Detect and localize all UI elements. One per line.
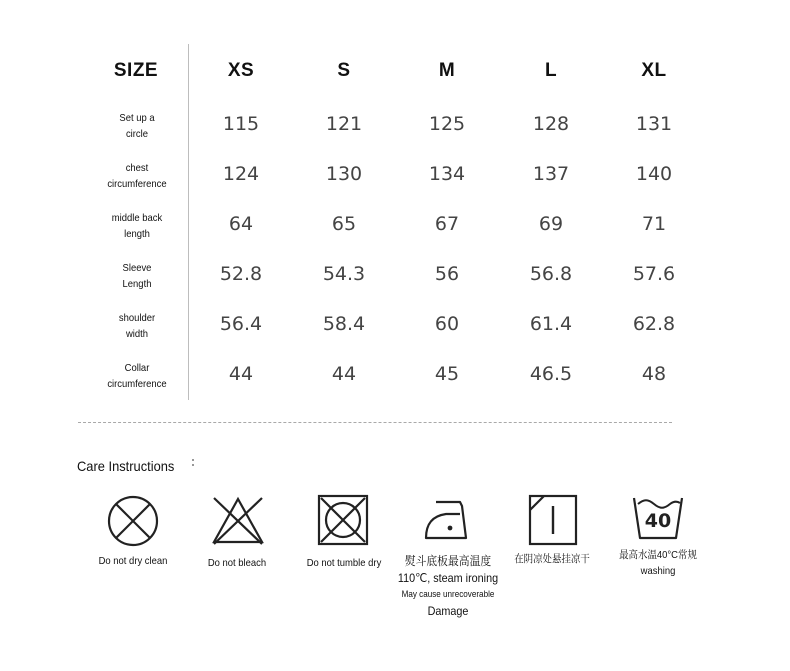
do-not-bleach-icon: [210, 494, 266, 548]
iron-low-temperature-icon: [422, 492, 476, 546]
size-value-cell: 67: [434, 213, 460, 235]
size-value-cell: 46.5: [529, 363, 573, 385]
row-label: Sleeve Length: [122, 262, 152, 290]
row-label: Set up a circle: [119, 112, 155, 140]
wash-40-icon: [632, 494, 684, 542]
caption-do-not-bleach: Do not bleach: [207, 557, 267, 569]
size-value-cell: 128: [532, 113, 570, 135]
size-value-cell: 134: [428, 163, 466, 185]
size-value-cell: 48: [641, 363, 667, 385]
size-value-cell: 65: [331, 213, 357, 235]
row-label: middle back length: [111, 212, 163, 240]
row-label: chest circumference: [107, 162, 167, 190]
size-value-cell: 115: [222, 113, 260, 135]
line-dry-in-shade-icon: [528, 494, 578, 546]
size-value-cell: 61.4: [529, 313, 573, 335]
caption-do-not-tumble-dry: Do not tumble dry: [306, 557, 382, 569]
size-header-xs: XS: [227, 60, 255, 81]
row-label: Collar circumference: [107, 362, 167, 390]
size-value-cell: 64: [228, 213, 254, 235]
caption-iron-line-4: Damage: [427, 604, 469, 618]
caption-iron-line-2: 110℃, steam ironing: [397, 571, 499, 585]
size-header-l: L: [544, 60, 558, 81]
size-value-cell: 45: [434, 363, 460, 385]
table-divider: [188, 44, 189, 400]
size-header-m: M: [438, 60, 456, 81]
size-value-cell: 56.4: [219, 313, 263, 335]
caption-wash-40-line-1: 最高水温40°C常规: [619, 549, 697, 561]
size-value-cell: 130: [325, 163, 363, 185]
caption-do-not-dry-clean: Do not dry clean: [98, 555, 168, 567]
size-value-cell: 60: [434, 313, 460, 335]
size-value-cell: 58.4: [322, 313, 366, 335]
section-divider: [78, 422, 672, 423]
size-header-xl: XL: [641, 60, 667, 81]
size-value-cell: 44: [331, 363, 357, 385]
care-instructions-title: Care Instructions: [77, 458, 175, 474]
caption-iron-line-3: May cause unrecoverable: [401, 589, 495, 599]
size-value-cell: 52.8: [219, 263, 263, 285]
size-value-cell: 131: [635, 113, 673, 135]
size-value-cell: 121: [325, 113, 363, 135]
size-value-cell: 124: [222, 163, 260, 185]
size-header-s: S: [337, 60, 351, 81]
caption-iron-line-1: 熨斗底板最高温度: [404, 554, 492, 568]
size-value-cell: 44: [228, 363, 254, 385]
size-value-cell: 69: [538, 213, 564, 235]
dots-icon: [192, 458, 195, 472]
size-value-cell: 62.8: [632, 313, 676, 335]
wash-temperature-label: 40: [644, 510, 672, 532]
size-value-cell: 140: [635, 163, 673, 185]
caption-line-dry-in-shade: 在阴凉处悬挂凉干: [514, 553, 590, 565]
size-value-cell: 54.3: [322, 263, 366, 285]
size-value-cell: 56.8: [529, 263, 573, 285]
size-value-cell: 56: [434, 263, 460, 285]
row-label: shoulder width: [118, 312, 156, 340]
size-value-cell: 137: [532, 163, 570, 185]
size-value-cell: 57.6: [632, 263, 676, 285]
size-value-cell: 125: [428, 113, 466, 135]
do-not-dry-clean-icon: [106, 494, 160, 548]
caption-wash-40-line-2: washing: [640, 565, 676, 577]
size-value-cell: 71: [641, 213, 667, 235]
size-header-label: SIZE: [113, 60, 159, 81]
do-not-tumble-dry-icon: [317, 494, 369, 546]
